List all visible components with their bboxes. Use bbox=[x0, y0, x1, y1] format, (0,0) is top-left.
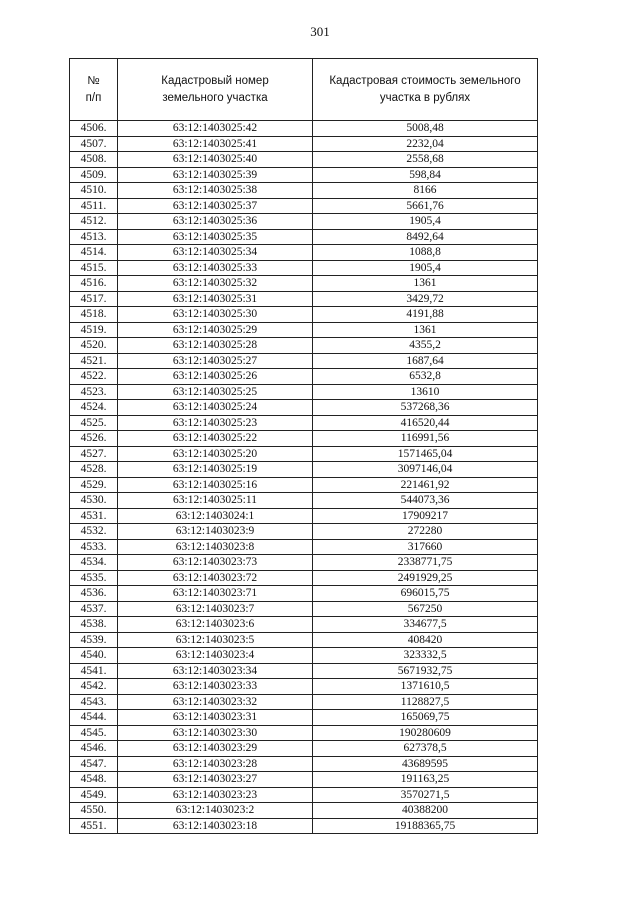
table-row bbox=[70, 260, 538, 276]
row-number-cell: 4522. bbox=[70, 369, 118, 385]
cadastral-value-cell: 165069,75 bbox=[313, 710, 538, 726]
header-cadastral-number bbox=[118, 59, 313, 121]
row-number-cell: 4532. bbox=[70, 524, 118, 540]
table-row bbox=[70, 276, 538, 292]
cadastral-value-cell: 3570271,5 bbox=[313, 787, 538, 803]
table-row bbox=[70, 539, 538, 555]
cadastral-number-cell: 63:12:1403023:29 bbox=[118, 741, 313, 757]
cadastral-number-cell: 63:12:1403023:32 bbox=[118, 694, 313, 710]
row-number-cell: 4551. bbox=[70, 818, 118, 834]
cadastral-number-cell: 63:12:1403025:23 bbox=[118, 415, 313, 431]
table-row bbox=[70, 446, 538, 462]
row-number-cell: 4539. bbox=[70, 632, 118, 648]
cadastral-number-cell: 63:12:1403025:39 bbox=[118, 167, 313, 183]
table-row bbox=[70, 493, 538, 509]
table-row bbox=[70, 477, 538, 493]
row-number-cell: 4524. bbox=[70, 400, 118, 416]
cadastral-value-cell: 2338771,75 bbox=[313, 555, 538, 571]
cadastral-number-cell: 63:12:1403023:9 bbox=[118, 524, 313, 540]
cadastral-value-table bbox=[69, 58, 538, 834]
row-number-cell: 4510. bbox=[70, 183, 118, 199]
row-number-cell: 4535. bbox=[70, 570, 118, 586]
row-number-cell: 4548. bbox=[70, 772, 118, 788]
cadastral-value-cell: 598,84 bbox=[313, 167, 538, 183]
table-row bbox=[70, 524, 538, 540]
table-row bbox=[70, 136, 538, 152]
table-row bbox=[70, 400, 538, 416]
cadastral-value-cell: 5661,76 bbox=[313, 198, 538, 214]
cadastral-number-cell: 63:12:1403023:8 bbox=[118, 539, 313, 555]
cadastral-number-cell: 63:12:1403025:32 bbox=[118, 276, 313, 292]
table-row bbox=[70, 167, 538, 183]
cadastral-number-cell: 63:12:1403025:40 bbox=[118, 152, 313, 168]
table-row bbox=[70, 152, 538, 168]
cadastral-number-cell: 63:12:1403023:18 bbox=[118, 818, 313, 834]
table-row bbox=[70, 787, 538, 803]
cadastral-number-cell: 63:12:1403023:4 bbox=[118, 648, 313, 664]
cadastral-number-cell: 63:12:1403025:25 bbox=[118, 384, 313, 400]
cadastral-value-cell: 537268,36 bbox=[313, 400, 538, 416]
row-number-cell: 4533. bbox=[70, 539, 118, 555]
table-row bbox=[70, 338, 538, 354]
table-row bbox=[70, 586, 538, 602]
cadastral-value-cell: 1361 bbox=[313, 322, 538, 338]
cadastral-value-cell: 43689595 bbox=[313, 756, 538, 772]
table-row bbox=[70, 121, 538, 137]
cadastral-number-cell: 63:12:1403025:24 bbox=[118, 400, 313, 416]
cadastral-value-cell: 2491929,25 bbox=[313, 570, 538, 586]
row-number-cell: 4527. bbox=[70, 446, 118, 462]
row-number-cell: 4536. bbox=[70, 586, 118, 602]
cadastral-value-cell: 3429,72 bbox=[313, 291, 538, 307]
cadastral-number-cell: 63:12:1403025:29 bbox=[118, 322, 313, 338]
cadastral-value-cell: 317660 bbox=[313, 539, 538, 555]
cadastral-number-cell: 63:12:1403025:26 bbox=[118, 369, 313, 385]
cadastral-number-cell: 63:12:1403025:35 bbox=[118, 229, 313, 245]
row-number-cell: 4544. bbox=[70, 710, 118, 726]
cadastral-number-cell: 63:12:1403025:11 bbox=[118, 493, 313, 509]
cadastral-number-cell: 63:12:1403023:6 bbox=[118, 617, 313, 633]
table-row bbox=[70, 183, 538, 199]
row-number-cell: 4545. bbox=[70, 725, 118, 741]
header-number bbox=[70, 59, 118, 121]
row-number-cell: 4540. bbox=[70, 648, 118, 664]
table-body bbox=[70, 121, 538, 834]
cadastral-value-cell: 191163,25 bbox=[313, 772, 538, 788]
row-number-cell: 4543. bbox=[70, 694, 118, 710]
cadastral-number-cell: 63:12:1403023:34 bbox=[118, 663, 313, 679]
cadastral-number-cell: 63:12:1403023:28 bbox=[118, 756, 313, 772]
table-row bbox=[70, 291, 538, 307]
header-number-line-2: п/п bbox=[85, 91, 102, 104]
table-row bbox=[70, 508, 538, 524]
row-number-cell: 4506. bbox=[70, 121, 118, 137]
cadastral-number-cell: 63:12:1403025:42 bbox=[118, 121, 313, 137]
cadastral-number-cell: 63:12:1403025:20 bbox=[118, 446, 313, 462]
cadastral-value-cell: 1687,64 bbox=[313, 353, 538, 369]
cadastral-value-cell: 416520,44 bbox=[313, 415, 538, 431]
cadastral-number-cell: 63:12:1403023:30 bbox=[118, 725, 313, 741]
row-number-cell: 4546. bbox=[70, 741, 118, 757]
cadastral-number-cell: 63:12:1403025:36 bbox=[118, 214, 313, 230]
cadastral-value-cell: 1371610,5 bbox=[313, 679, 538, 695]
cadastral-number-cell: 63:12:1403023:33 bbox=[118, 679, 313, 695]
cadastral-value-cell: 4191,88 bbox=[313, 307, 538, 323]
cadastral-number-cell: 63:12:1403025:31 bbox=[118, 291, 313, 307]
row-number-cell: 4509. bbox=[70, 167, 118, 183]
cadastral-number-cell: 63:12:1403025:34 bbox=[118, 245, 313, 261]
cadastral-value-cell: 408420 bbox=[313, 632, 538, 648]
row-number-cell: 4515. bbox=[70, 260, 118, 276]
cadastral-value-cell: 544073,36 bbox=[313, 493, 538, 509]
cadastral-number-cell: 63:12:1403023:2 bbox=[118, 803, 313, 819]
row-number-cell: 4520. bbox=[70, 338, 118, 354]
table-row bbox=[70, 803, 538, 819]
cadastral-value-cell: 1905,4 bbox=[313, 260, 538, 276]
cadastral-value-cell: 5008,48 bbox=[313, 121, 538, 137]
cadastral-value-cell: 8166 bbox=[313, 183, 538, 199]
cadastral-number-cell: 63:12:1403025:22 bbox=[118, 431, 313, 447]
table-row bbox=[70, 369, 538, 385]
table-header-row bbox=[70, 59, 538, 121]
table-row bbox=[70, 694, 538, 710]
row-number-cell: 4550. bbox=[70, 803, 118, 819]
table-row bbox=[70, 415, 538, 431]
table-row bbox=[70, 818, 538, 834]
row-number-cell: 4519. bbox=[70, 322, 118, 338]
header-value-line-1: Кадастровая стоимость земельного bbox=[329, 74, 521, 87]
cadastral-value-cell: 116991,56 bbox=[313, 431, 538, 447]
table-row bbox=[70, 307, 538, 323]
cadastral-value-cell: 696015,75 bbox=[313, 586, 538, 602]
cadastral-number-cell: 63:12:1403025:33 bbox=[118, 260, 313, 276]
table-row bbox=[70, 384, 538, 400]
cadastral-number-cell: 63:12:1403025:38 bbox=[118, 183, 313, 199]
table-row bbox=[70, 353, 538, 369]
table-row bbox=[70, 229, 538, 245]
table-row bbox=[70, 756, 538, 772]
row-number-cell: 4537. bbox=[70, 601, 118, 617]
cadastral-value-cell: 567250 bbox=[313, 601, 538, 617]
table-row bbox=[70, 431, 538, 447]
cadastral-number-cell: 63:12:1403025:28 bbox=[118, 338, 313, 354]
row-number-cell: 4512. bbox=[70, 214, 118, 230]
table-row bbox=[70, 214, 538, 230]
cadastral-value-cell: 323332,5 bbox=[313, 648, 538, 664]
page-number: 301 bbox=[310, 24, 330, 39]
cadastral-number-cell: 63:12:1403023:71 bbox=[118, 586, 313, 602]
row-number-cell: 4516. bbox=[70, 276, 118, 292]
row-number-cell: 4547. bbox=[70, 756, 118, 772]
cadastral-number-cell: 63:12:1403023:7 bbox=[118, 601, 313, 617]
row-number-cell: 4523. bbox=[70, 384, 118, 400]
row-number-cell: 4517. bbox=[70, 291, 118, 307]
table-row bbox=[70, 710, 538, 726]
row-number-cell: 4530. bbox=[70, 493, 118, 509]
cadastral-value-cell: 1571465,04 bbox=[313, 446, 538, 462]
table-row bbox=[70, 245, 538, 261]
row-number-cell: 4538. bbox=[70, 617, 118, 633]
cadastral-number-cell: 63:12:1403025:19 bbox=[118, 462, 313, 478]
header-cadastral-line-1: Кадастровый номер bbox=[161, 74, 269, 87]
cadastral-value-cell: 17909217 bbox=[313, 508, 538, 524]
cadastral-value-cell: 13610 bbox=[313, 384, 538, 400]
row-number-cell: 4541. bbox=[70, 663, 118, 679]
cadastral-value-cell: 2558,68 bbox=[313, 152, 538, 168]
table-row bbox=[70, 198, 538, 214]
table-row bbox=[70, 772, 538, 788]
cadastral-number-cell: 63:12:1403023:72 bbox=[118, 570, 313, 586]
row-number-cell: 4511. bbox=[70, 198, 118, 214]
cadastral-value-cell: 40388200 bbox=[313, 803, 538, 819]
cadastral-value-cell: 190280609 bbox=[313, 725, 538, 741]
row-number-cell: 4526. bbox=[70, 431, 118, 447]
table-row bbox=[70, 648, 538, 664]
cadastral-number-cell: 63:12:1403025:37 bbox=[118, 198, 313, 214]
table-row bbox=[70, 555, 538, 571]
row-number-cell: 4513. bbox=[70, 229, 118, 245]
row-number-cell: 4534. bbox=[70, 555, 118, 571]
cadastral-number-cell: 63:12:1403023:73 bbox=[118, 555, 313, 571]
table-row bbox=[70, 663, 538, 679]
cadastral-value-cell: 8492,64 bbox=[313, 229, 538, 245]
cadastral-value-cell: 2232,04 bbox=[313, 136, 538, 152]
row-number-cell: 4528. bbox=[70, 462, 118, 478]
cadastral-number-cell: 63:12:1403025:30 bbox=[118, 307, 313, 323]
row-number-cell: 4531. bbox=[70, 508, 118, 524]
table-row bbox=[70, 632, 538, 648]
table-row bbox=[70, 462, 538, 478]
cadastral-value-cell: 221461,92 bbox=[313, 477, 538, 493]
table-row bbox=[70, 322, 538, 338]
header-number-line-1: № bbox=[87, 74, 100, 87]
row-number-cell: 4521. bbox=[70, 353, 118, 369]
table-row bbox=[70, 601, 538, 617]
cadastral-number-cell: 63:12:1403023:5 bbox=[118, 632, 313, 648]
cadastral-value-cell: 334677,5 bbox=[313, 617, 538, 633]
row-number-cell: 4529. bbox=[70, 477, 118, 493]
row-number-cell: 4507. bbox=[70, 136, 118, 152]
cadastral-number-cell: 63:12:1403023:31 bbox=[118, 710, 313, 726]
cadastral-number-cell: 63:12:1403025:16 bbox=[118, 477, 313, 493]
row-number-cell: 4508. bbox=[70, 152, 118, 168]
table-row bbox=[70, 741, 538, 757]
cadastral-value-cell: 19188365,75 bbox=[313, 818, 538, 834]
row-number-cell: 4525. bbox=[70, 415, 118, 431]
cadastral-number-cell: 63:12:1403023:27 bbox=[118, 772, 313, 788]
row-number-cell: 4542. bbox=[70, 679, 118, 695]
cadastral-value-cell: 272280 bbox=[313, 524, 538, 540]
cadastral-value-cell: 1088,8 bbox=[313, 245, 538, 261]
cadastral-value-cell: 1905,4 bbox=[313, 214, 538, 230]
row-number-cell: 4549. bbox=[70, 787, 118, 803]
header-cadastral-line-2: земельного участка bbox=[162, 91, 268, 104]
cadastral-value-cell: 6532,8 bbox=[313, 369, 538, 385]
cadastral-value-cell: 1361 bbox=[313, 276, 538, 292]
cadastral-number-cell: 63:12:1403025:41 bbox=[118, 136, 313, 152]
header-cadastral-value bbox=[313, 59, 538, 121]
cadastral-number-cell: 63:12:1403024:1 bbox=[118, 508, 313, 524]
cadastral-value-cell: 627378,5 bbox=[313, 741, 538, 757]
table-row bbox=[70, 725, 538, 741]
cadastral-value-cell: 1128827,5 bbox=[313, 694, 538, 710]
table-row bbox=[70, 679, 538, 695]
header-value-line-2: участка в рублях bbox=[379, 91, 471, 104]
table-row bbox=[70, 570, 538, 586]
cadastral-value-cell: 5671932,75 bbox=[313, 663, 538, 679]
table-row bbox=[70, 617, 538, 633]
cadastral-value-cell: 3097146,04 bbox=[313, 462, 538, 478]
cadastral-number-cell: 63:12:1403025:27 bbox=[118, 353, 313, 369]
row-number-cell: 4514. bbox=[70, 245, 118, 261]
row-number-cell: 4518. bbox=[70, 307, 118, 323]
cadastral-value-cell: 4355,2 bbox=[313, 338, 538, 354]
cadastral-number-cell: 63:12:1403023:23 bbox=[118, 787, 313, 803]
